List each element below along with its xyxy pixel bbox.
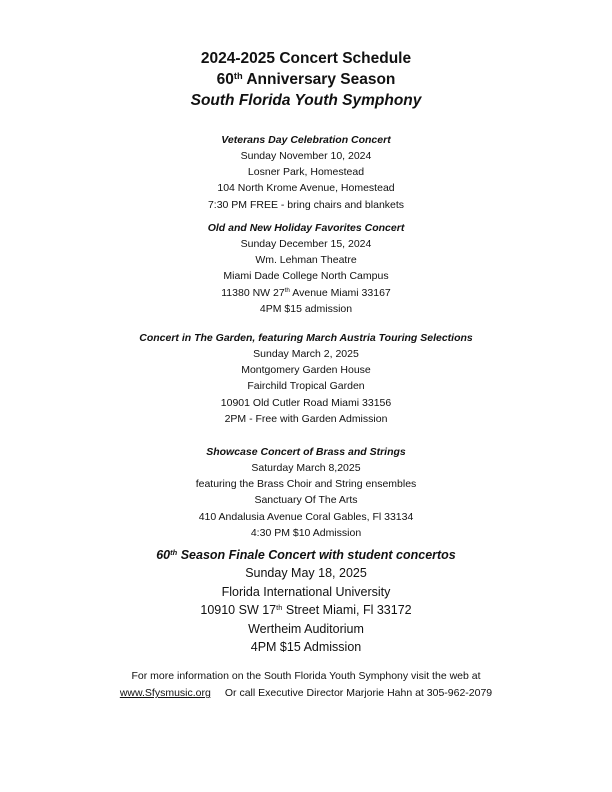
- anniversary-number: 60: [216, 71, 234, 88]
- orchestra-name: South Florida Youth Symphony: [190, 92, 422, 109]
- schedule-header: [0, 48, 612, 111]
- footer-info-text: For more information on the South Florida Youth Symphony visit the web at: [131, 670, 481, 682]
- concert-address: 104 North Krome Avenue, Homestead: [217, 182, 395, 195]
- concert-address: [0, 601, 612, 620]
- concert-title: Showcase Concert of Brass and Strings: [206, 446, 406, 458]
- concert-date: Sunday May 18, 2025: [245, 566, 367, 580]
- concert-title: Concert in The Garden, featuring March Austria Touring Selections: [139, 332, 473, 344]
- concert-venue: Sanctuary Of The Arts: [254, 494, 358, 507]
- concert-date: Sunday March 2, 2025: [253, 348, 359, 360]
- concert-date: Saturday March 8,2025: [251, 462, 361, 474]
- title-suffix: th: [170, 548, 178, 558]
- concert-garden: Fairchild Tropical Garden: [247, 380, 365, 393]
- concert-holiday-favorites: [0, 220, 612, 317]
- address-suffix: th: [284, 287, 290, 295]
- concert-venue: Montgomery Garden House: [241, 364, 371, 377]
- concert-address: 410 Andalusia Avenue Coral Gables, Fl 33134: [198, 510, 414, 523]
- title-number: 60: [156, 548, 171, 562]
- concert-address: 10901 Old Cutler Road Miami 33156: [220, 396, 392, 409]
- concert-date: Sunday December 15, 2024: [240, 238, 372, 250]
- concert-campus: Miami Dade College North Campus: [223, 270, 389, 283]
- contact-text: Or call Executive Director Marjorie Hahn at 305-962-2079: [224, 687, 493, 699]
- concert-details: 4PM $15 Admission: [250, 640, 362, 655]
- concert-title: [0, 546, 612, 564]
- concert-brass-and-strings: [0, 444, 612, 541]
- concert-title: Veterans Day Celebration Concert: [221, 134, 391, 146]
- concert-details: 4PM $15 admission: [259, 302, 353, 315]
- concert-hall: Wertheim Auditorium: [248, 621, 364, 636]
- address-part: Avenue Miami 33167: [289, 286, 391, 299]
- concert-title: Old and New Holiday Favorites Concert: [207, 222, 405, 234]
- concert-venue: Losner Park, Homestead: [247, 166, 365, 179]
- website-link[interactable]: www.Sfysmusic.org: [119, 687, 211, 699]
- address-part: 11380 NW 27: [221, 286, 285, 299]
- concert-date: Sunday November 10, 2024: [240, 150, 372, 162]
- anniversary-suffix: th: [233, 71, 243, 82]
- address-part: 10910 SW 17: [200, 603, 277, 618]
- concert-details: 4:30 PM $10 Admission: [250, 526, 362, 539]
- concert-veterans-day: [0, 132, 612, 213]
- concert-featuring: featuring the Brass Choir and String ensembles: [195, 478, 417, 491]
- address-suffix: th: [276, 603, 283, 613]
- footer-info: [0, 668, 612, 702]
- address-part: Street Miami, Fl 33172: [282, 603, 412, 618]
- concert-in-the-garden: [0, 330, 612, 427]
- concert-venue: Florida International University: [221, 584, 391, 599]
- concert-details: 7:30 PM FREE - bring chairs and blankets: [207, 198, 405, 211]
- concert-venue: Wm. Lehman Theatre: [255, 254, 357, 267]
- title-rest: Season Finale Concert with student concertos: [177, 548, 456, 562]
- schedule-title: 2024-2025 Concert Schedule: [200, 50, 412, 67]
- anniversary-season: [0, 69, 612, 90]
- concert-address: [0, 285, 612, 301]
- concert-season-finale: [0, 546, 612, 657]
- concert-details: 2PM - Free with Garden Admission: [224, 412, 388, 425]
- footer-contact-row: [0, 685, 612, 702]
- anniversary-rest: Anniversary Season: [242, 71, 396, 88]
